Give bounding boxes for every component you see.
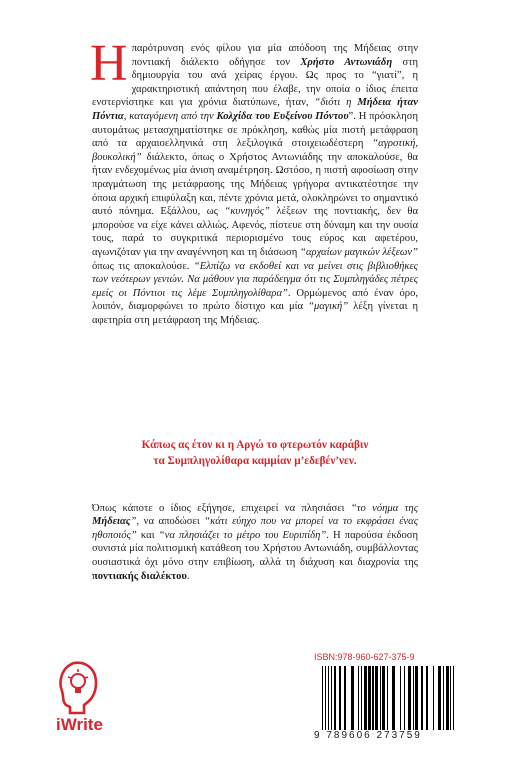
closing-paragraph [92, 491, 418, 594]
paragraph-1-run: λέξη γίνεται η αφετηρία στη μετάφραση της Μήδειας. [92, 301, 418, 326]
paragraph-1 [90, 35, 419, 327]
barcode-digits: 9 789606 273759 [314, 730, 422, 741]
paragraph-1-run: στη δημιουργία του ανά χείρας έργου. Ως προς το “γιατί”, η χαρακτηριστική απάντηση που έλαβε, την οποία ο ίδιος έπειτα ενστερνίστηκε και για χρόνια διατύπωνε, ήταν, [92, 56, 418, 109]
paragraph-1-run: . Ορμώμενος από έναν όρο, λοιπόν, διαμορφώνει το πρώτο δίστιχο και μία [92, 287, 419, 313]
paragraph-2-run: “κάτι εύηχο που να μπορεί να το εκφράσει ένας ηθοποιός” [92, 516, 418, 541]
isbn-label: ISBN:978-960-627-375-9 [314, 652, 415, 662]
paragraph-2-run: “να πλησιάζει το μέτρο του Ευριπίδη” [158, 529, 327, 541]
pull-quote [92, 437, 418, 469]
barcode-bar [454, 666, 455, 730]
paragraph-1-run: “αρχαίων μαγικών λέξεων” [300, 246, 418, 258]
paragraph-1-run: “Ελπίζω να εκδοθεί και να μείνει στις βιβλιοθήκες των νεότερων γενιών. Να μάθουν για παράδειγμα ότι τις Συμπληγάδες πέτρες εμείς οι Πόντιοι τις λέμε Συμπληγολίθαρα” [92, 260, 418, 299]
paragraph-2-run: ποντιακής διαλέκτου [92, 570, 187, 582]
quote-line-2: τα Συμπληγολίθαρα καμμίαν μ’εδεβέν’νεν. [153, 455, 357, 467]
paragraph-1-run: Χρήστο Αντωνιάδη [300, 56, 393, 68]
paragraph-2-run: και [136, 529, 159, 541]
paragraph-2-run: . Η παρούσα έκδοση συνιστά μία πολιτισμική κατάθεση του Χρήστου Αντωνιάδη, συμβάλλοντας ουσιαστικά όχι μόνο στην επιβίωση, αλλά τη διάχυση και διαχρονία της [92, 529, 418, 568]
barcode [322, 666, 456, 730]
main-paragraph [90, 35, 419, 327]
paragraph-1-run: “διότι η [314, 97, 358, 109]
paragraph-2-run: ” [130, 516, 137, 528]
paragraph-2-run: Όπως κάποτε ο ίδιος εξήγησε, επιχειρεί να πλησιάσει [92, 502, 351, 514]
paragraph-1-run: διάλεκτο, όπως ο Χρήστος Αντωνιάδης την αποκαλούσε, θα ήταν ενδεχομένως μία άνιση αναμέτρηση. Ωστόσο, η πιστή αφοσίωση στην πραγμάτωση της μετάφρασης της Μήδειας γρήγορα αντικατέστησε την όποια αρχική επιφύλαξη και, πέντε χρόνια μετά, ολοκληρώνει το σημαντικό αυτό πόνημα. Εξάλλου, ως [92, 151, 418, 218]
paragraph-1-run: όπως τις αποκαλούσε. [92, 260, 194, 272]
paragraph-1-run: Κολχίδα του Ευξείνου Πόντου [216, 110, 349, 122]
paragraph-1-run: ”. Η πρόσκληση αυτομάτως μετασχηματίστηκε σε πρόκληση, καθώς μία πιστή μετάφραση από τα αρχαιοελληνικά στη λεξιλογικά στοιχειωδέστερη [92, 110, 418, 150]
paragraph-1-run: , καταγόμενη από την [123, 110, 217, 122]
paragraph-1-run: “μαγική” [308, 301, 349, 313]
drop-cap: Η [90, 35, 128, 92]
paragraph-1-run: “αγροτική, βουκολική” [92, 138, 418, 163]
paragraph-1-run: λέξεων της ποντιακής, δεν θα μπορούσε να είχε κάνει αλλιώς. Αφενός, πίστευε στη δύναμη και την ουσία τους, παρά το συγκριτικά περιορισμένο τους εύρος και αφετέρου, αγωνιζόταν για την αναγέννηση και τη διάσωση [92, 206, 418, 258]
publisher-name: iWrite [56, 715, 103, 734]
paragraph-1-run: παρότρυνση ενός φίλου για μία απόδοση της Μήδειας στην ποντιακή διάλεκτο οδήγησε τον [131, 43, 418, 68]
paragraph-2-run: , να αποδώσει [136, 516, 205, 528]
paragraph-2-run: . [186, 570, 190, 582]
paragraph-1-run: “κυνηγός” [224, 206, 270, 218]
paragraph-1-run: Μήδεια ήταν Πόντια [92, 97, 419, 122]
paragraph-2-run: Μήδειας [92, 516, 131, 528]
paragraph-2-run: “το νόημα της [350, 502, 418, 514]
iwrite-logo-icon [56, 655, 126, 750]
paragraph-2 [92, 502, 418, 584]
quote-line-1: Κάπως ας έτον κι η Αργώ το φτερωτόν καράβιν [141, 439, 369, 451]
